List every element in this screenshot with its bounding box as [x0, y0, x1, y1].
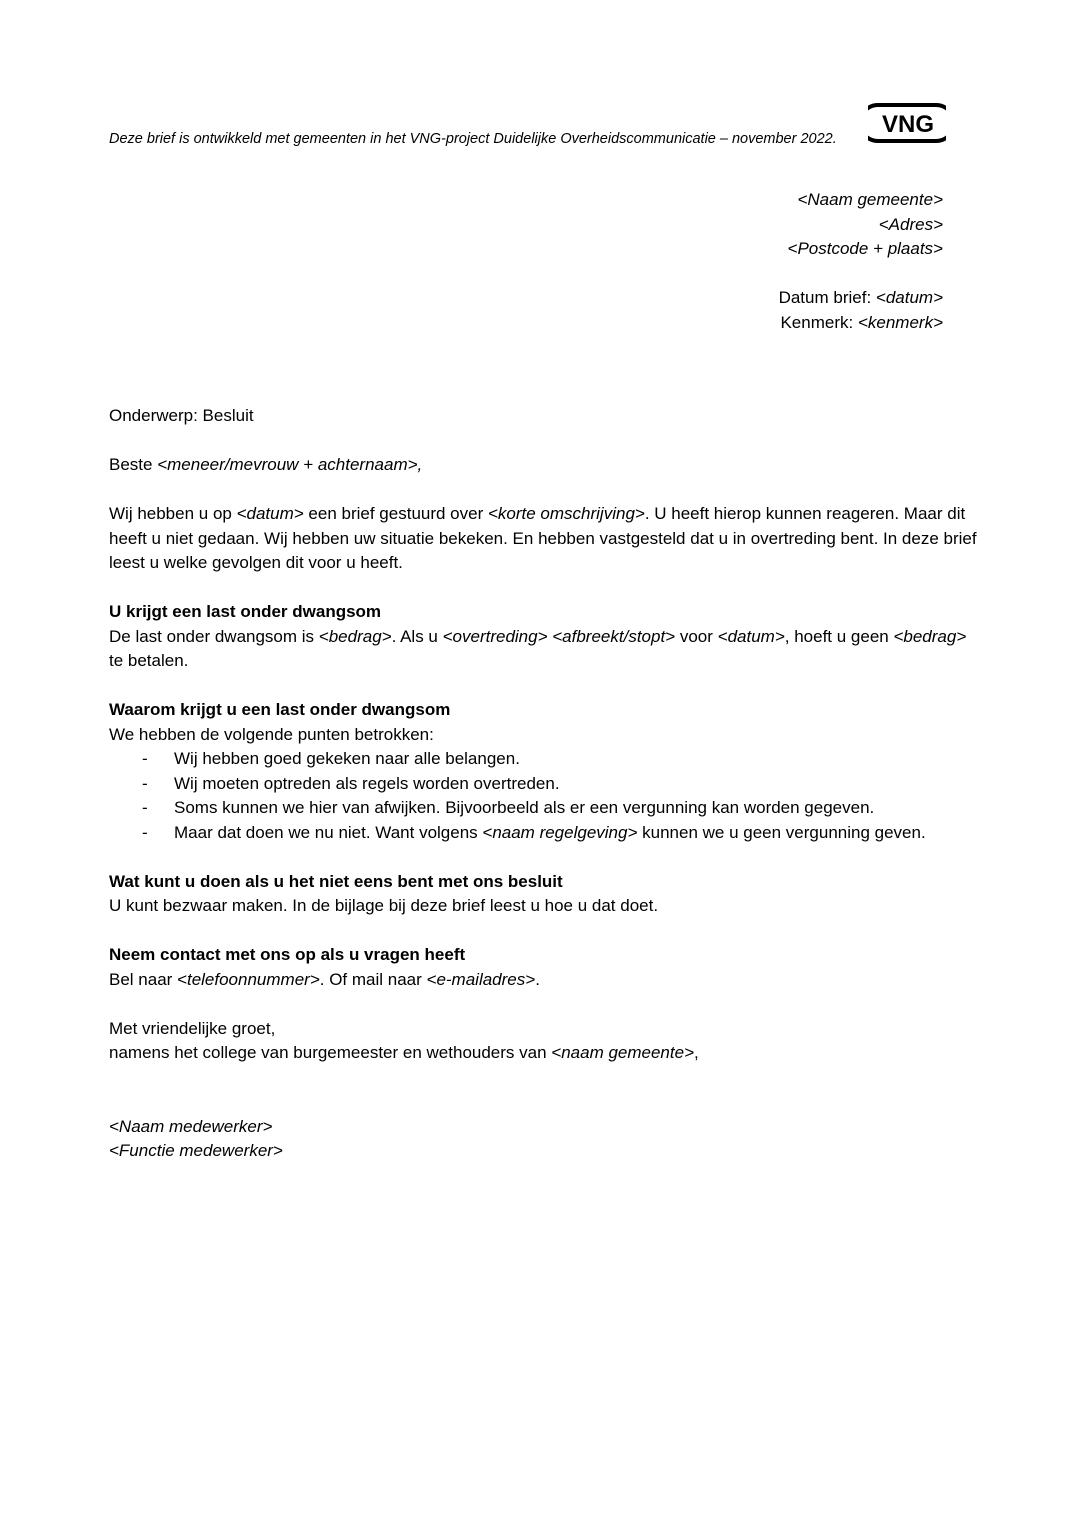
letter-body — [109, 404, 979, 1164]
section-paragraph: U kunt bezwaar maken. In de bijlage bij deze brief leest u hoe u dat doet. — [109, 896, 659, 915]
letter-reference — [779, 311, 943, 336]
intro-text: Wij hebben u op — [109, 504, 237, 523]
list-item — [109, 772, 979, 797]
list-item-text: Soms kunnen we hier van afwijken. Bijvoorbeeld als er een vergunning kan worden gegeven. — [174, 798, 875, 817]
section-penalty — [109, 600, 979, 674]
section-title: Waarom krijgt u een last onder dwangsom — [109, 700, 451, 719]
intro-placeholder: <korte omschrijving> — [487, 504, 645, 523]
salutation-name: <meneer/mevrouw + achternaam>, — [157, 455, 423, 474]
municipality-name: <Naam gemeente> — [797, 190, 943, 209]
vng-logo-text: VNG — [881, 111, 935, 138]
signature-name-text: <Naam medewerker> — [109, 1116, 273, 1136]
list-item-text: Wij hebben goed gekeken naar alle belangen. — [174, 749, 520, 768]
section-text: De last onder dwangsom is — [109, 626, 319, 646]
section-text: voor — [675, 626, 718, 646]
section-text: , hoeft u geen — [784, 626, 894, 646]
intro-text: . U heeft hierop kunnen reageren. Maar dit heeft u niet gedaan. Wij hebben uw situatie bekeken. En hebben vastgesteld dat u in overtreding bent. In deze brief leest u welke gevolgen dit voor u heeft. — [109, 504, 977, 572]
list-item — [109, 821, 979, 846]
section-text: . Als u — [391, 626, 443, 646]
section-text: . Of mail naar — [319, 969, 427, 989]
list-item — [109, 796, 979, 821]
section-placeholder: <overtreding> — [442, 626, 548, 646]
section-placeholder: <afbreekt/stopt> — [552, 626, 676, 646]
letter-date — [779, 286, 943, 311]
list-item — [109, 747, 979, 772]
municipality-address: <Adres> — [878, 214, 943, 234]
bullet-dash: - — [142, 798, 148, 817]
salutation-text: Beste — [109, 455, 158, 474]
date-value: <datum> — [875, 288, 943, 307]
intro-placeholder: <datum> — [236, 504, 304, 523]
vng-logo — [868, 101, 946, 145]
bullet-dash: - — [142, 749, 148, 768]
section-objection — [109, 870, 979, 919]
signature-role-text: <Functie medewerker> — [109, 1141, 283, 1160]
section-text: . — [535, 969, 540, 989]
reference-label: Kenmerk: — [780, 312, 858, 332]
section-placeholder: <bedrag> — [893, 626, 967, 646]
section-paragraph — [109, 625, 979, 674]
reasons-list — [109, 747, 979, 845]
intro-text: een brief gestuurd over — [303, 504, 488, 523]
closing — [109, 1017, 979, 1066]
header-note: Deze brief is ontwikkeld met gemeenten in het VNG-project Duidelijke Overheidscommunicatie – november 2022. — [109, 131, 837, 147]
bullet-dash: - — [142, 773, 148, 793]
section-paragraph — [109, 968, 979, 993]
closing-placeholder: <naam gemeente> — [551, 1043, 694, 1062]
section-text: te betalen. — [109, 651, 189, 670]
closing-greeting: Met vriendelijke groet, — [109, 1018, 276, 1038]
list-item-text: Wij moeten optreden als regels worden overtreden. — [174, 773, 560, 793]
section-intro: We hebben de volgende punten betrokken: — [109, 724, 434, 744]
signature-role — [109, 1139, 979, 1164]
municipality-postal: <Postcode + plaats> — [787, 239, 943, 258]
section-placeholder: <bedrag> — [318, 626, 392, 646]
phone-placeholder: <telefoonnummer> — [177, 969, 320, 989]
reference-value: <kenmerk> — [857, 312, 943, 332]
salutation — [109, 453, 979, 478]
section-placeholder: <datum> — [717, 626, 785, 646]
letter-subject: Onderwerp: Besluit — [109, 406, 254, 425]
list-item-text: Maar dat doen we nu niet. Want volgens — [174, 822, 483, 842]
signature-name — [109, 1115, 979, 1140]
date-label: Datum brief: — [778, 288, 876, 307]
section-reasons — [109, 698, 979, 845]
intro-paragraph — [109, 502, 979, 576]
list-item-placeholder: <naam regelgeving> — [482, 822, 638, 842]
section-contact — [109, 943, 979, 992]
section-title: U krijgt een last onder dwangsom — [109, 602, 382, 621]
list-item-text: kunnen we u geen vergunning geven. — [637, 822, 926, 842]
letter-meta — [779, 286, 943, 335]
section-text: Bel naar — [109, 969, 178, 989]
closing-text: namens het college van burgemeester en wethouders van — [109, 1043, 552, 1062]
signature — [109, 1115, 979, 1164]
email-placeholder: <e-mailadres> — [426, 969, 536, 989]
closing-on-behalf — [109, 1041, 979, 1066]
recipient-address — [788, 188, 943, 262]
closing-text: , — [694, 1043, 699, 1062]
bullet-dash: - — [142, 822, 148, 842]
section-title: Neem contact met ons op als u vragen heeft — [109, 945, 466, 964]
section-title: Wat kunt u doen als u het niet eens bent met ons besluit — [109, 871, 563, 891]
